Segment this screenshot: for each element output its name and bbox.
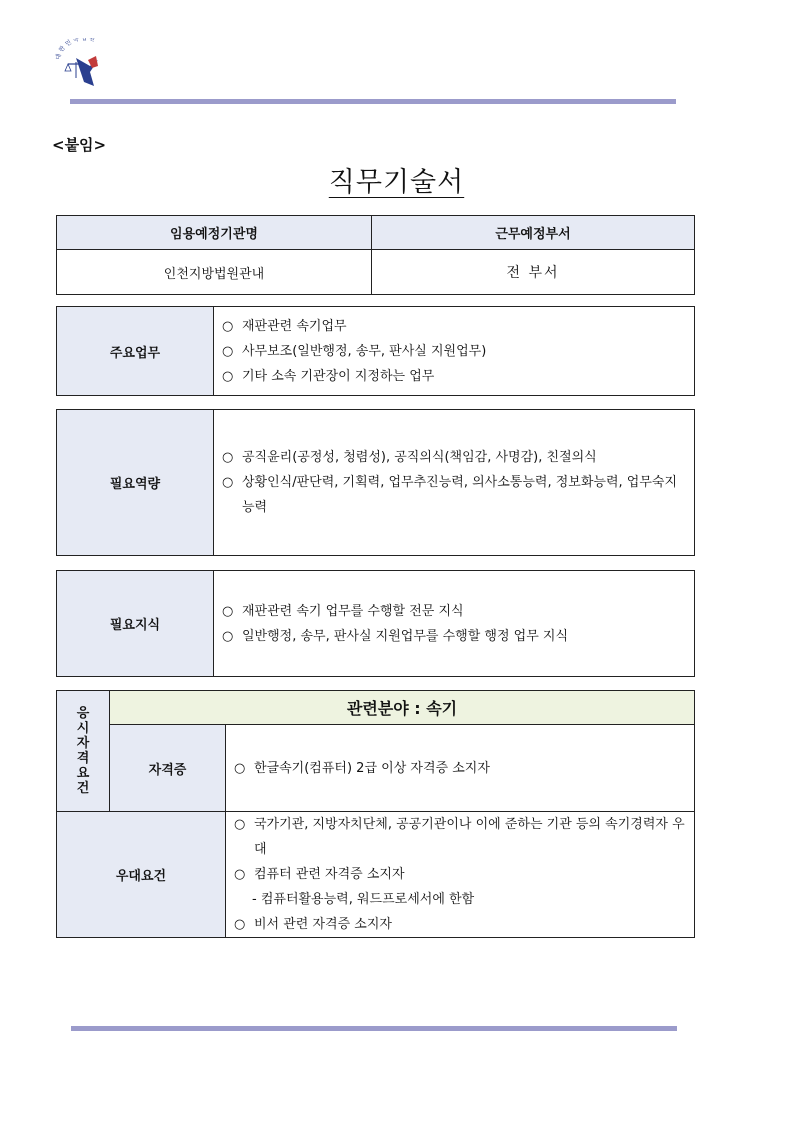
main-duties-content: [214, 307, 695, 396]
main-duties-table: [56, 306, 695, 396]
list-item: ○ 한글속기(컴퓨터) 2급 이상 자격증 소지자: [234, 760, 490, 776]
certificate-label: 자격증: [110, 725, 226, 812]
main-duties-label: 주요업무: [57, 307, 214, 396]
svg-text:대한민국법원: [54, 38, 98, 61]
header-department: 근무예정부서: [372, 216, 695, 250]
list-item: ○ 기타 소속 기관장이 지정하는 업무: [222, 368, 435, 384]
preferences-content: [226, 812, 695, 938]
preferences-label: 우대요건: [57, 812, 226, 938]
list-item: ○ 사무보조(일반행정, 송무, 판사실 지원업무): [222, 343, 487, 359]
knowledge-table: [56, 570, 695, 677]
list-item: ○ 재판관련 속기 업무를 수행할 전문 지식: [222, 603, 464, 619]
court-emblem-icon: [54, 38, 118, 90]
list-item: ○ 비서 관련 자격증 소지자: [234, 917, 392, 932]
list-item: ○ 컴퓨터 관련 자격증 소지자: [234, 867, 405, 882]
page-title: [0, 160, 793, 199]
attachment-label: <붙임>: [52, 136, 107, 154]
list-item: ○ 국가기관, 지방자치단체, 공공기관이나 이에 준하는 기관 등의 속기경력자 우대: [234, 817, 685, 857]
competencies-table: [56, 409, 695, 556]
info-table: [56, 215, 695, 295]
page-title-text: 직무기술서: [328, 167, 465, 198]
court-emblem-logo: [54, 38, 118, 90]
competencies-label: 필요역량: [57, 410, 214, 556]
related-field: 관련분야 : 속기: [110, 691, 695, 725]
competencies-content: [214, 410, 695, 556]
value-department: 전 부서: [372, 250, 695, 295]
certificate-content: [226, 725, 695, 812]
list-sub-item: - 컴퓨터활용능력, 워드프로세서에 한함: [252, 892, 475, 907]
emblem-arc-text: 대한민국법원: [54, 38, 98, 61]
qualifications-label-cell: [57, 691, 110, 812]
bottom-rule: [71, 1026, 677, 1031]
qualifications-label: 응시자격요건: [76, 706, 90, 796]
list-item: ○ 일반행정, 송무, 판사실 지원업무를 수행할 행정 업무 지식: [222, 628, 569, 644]
qualifications-table: [56, 690, 695, 938]
list-item: ○ 상황인식/판단력, 기획력, 업무추진능력, 의사소통능력, 정보화능력, 업무숙지능력: [222, 475, 678, 515]
header-agency: 임용예정기관명: [57, 216, 372, 250]
list-item: ○ 재판관련 속기업무: [222, 318, 347, 334]
knowledge-label: 필요지식: [57, 571, 214, 677]
knowledge-content: [214, 571, 695, 677]
list-item: ○ 공직윤리(공정성, 청렴성), 공직의식(책임감, 사명감), 친절의식: [222, 450, 597, 465]
top-rule: [70, 99, 676, 104]
value-agency: 인천지방법원관내: [57, 250, 372, 295]
